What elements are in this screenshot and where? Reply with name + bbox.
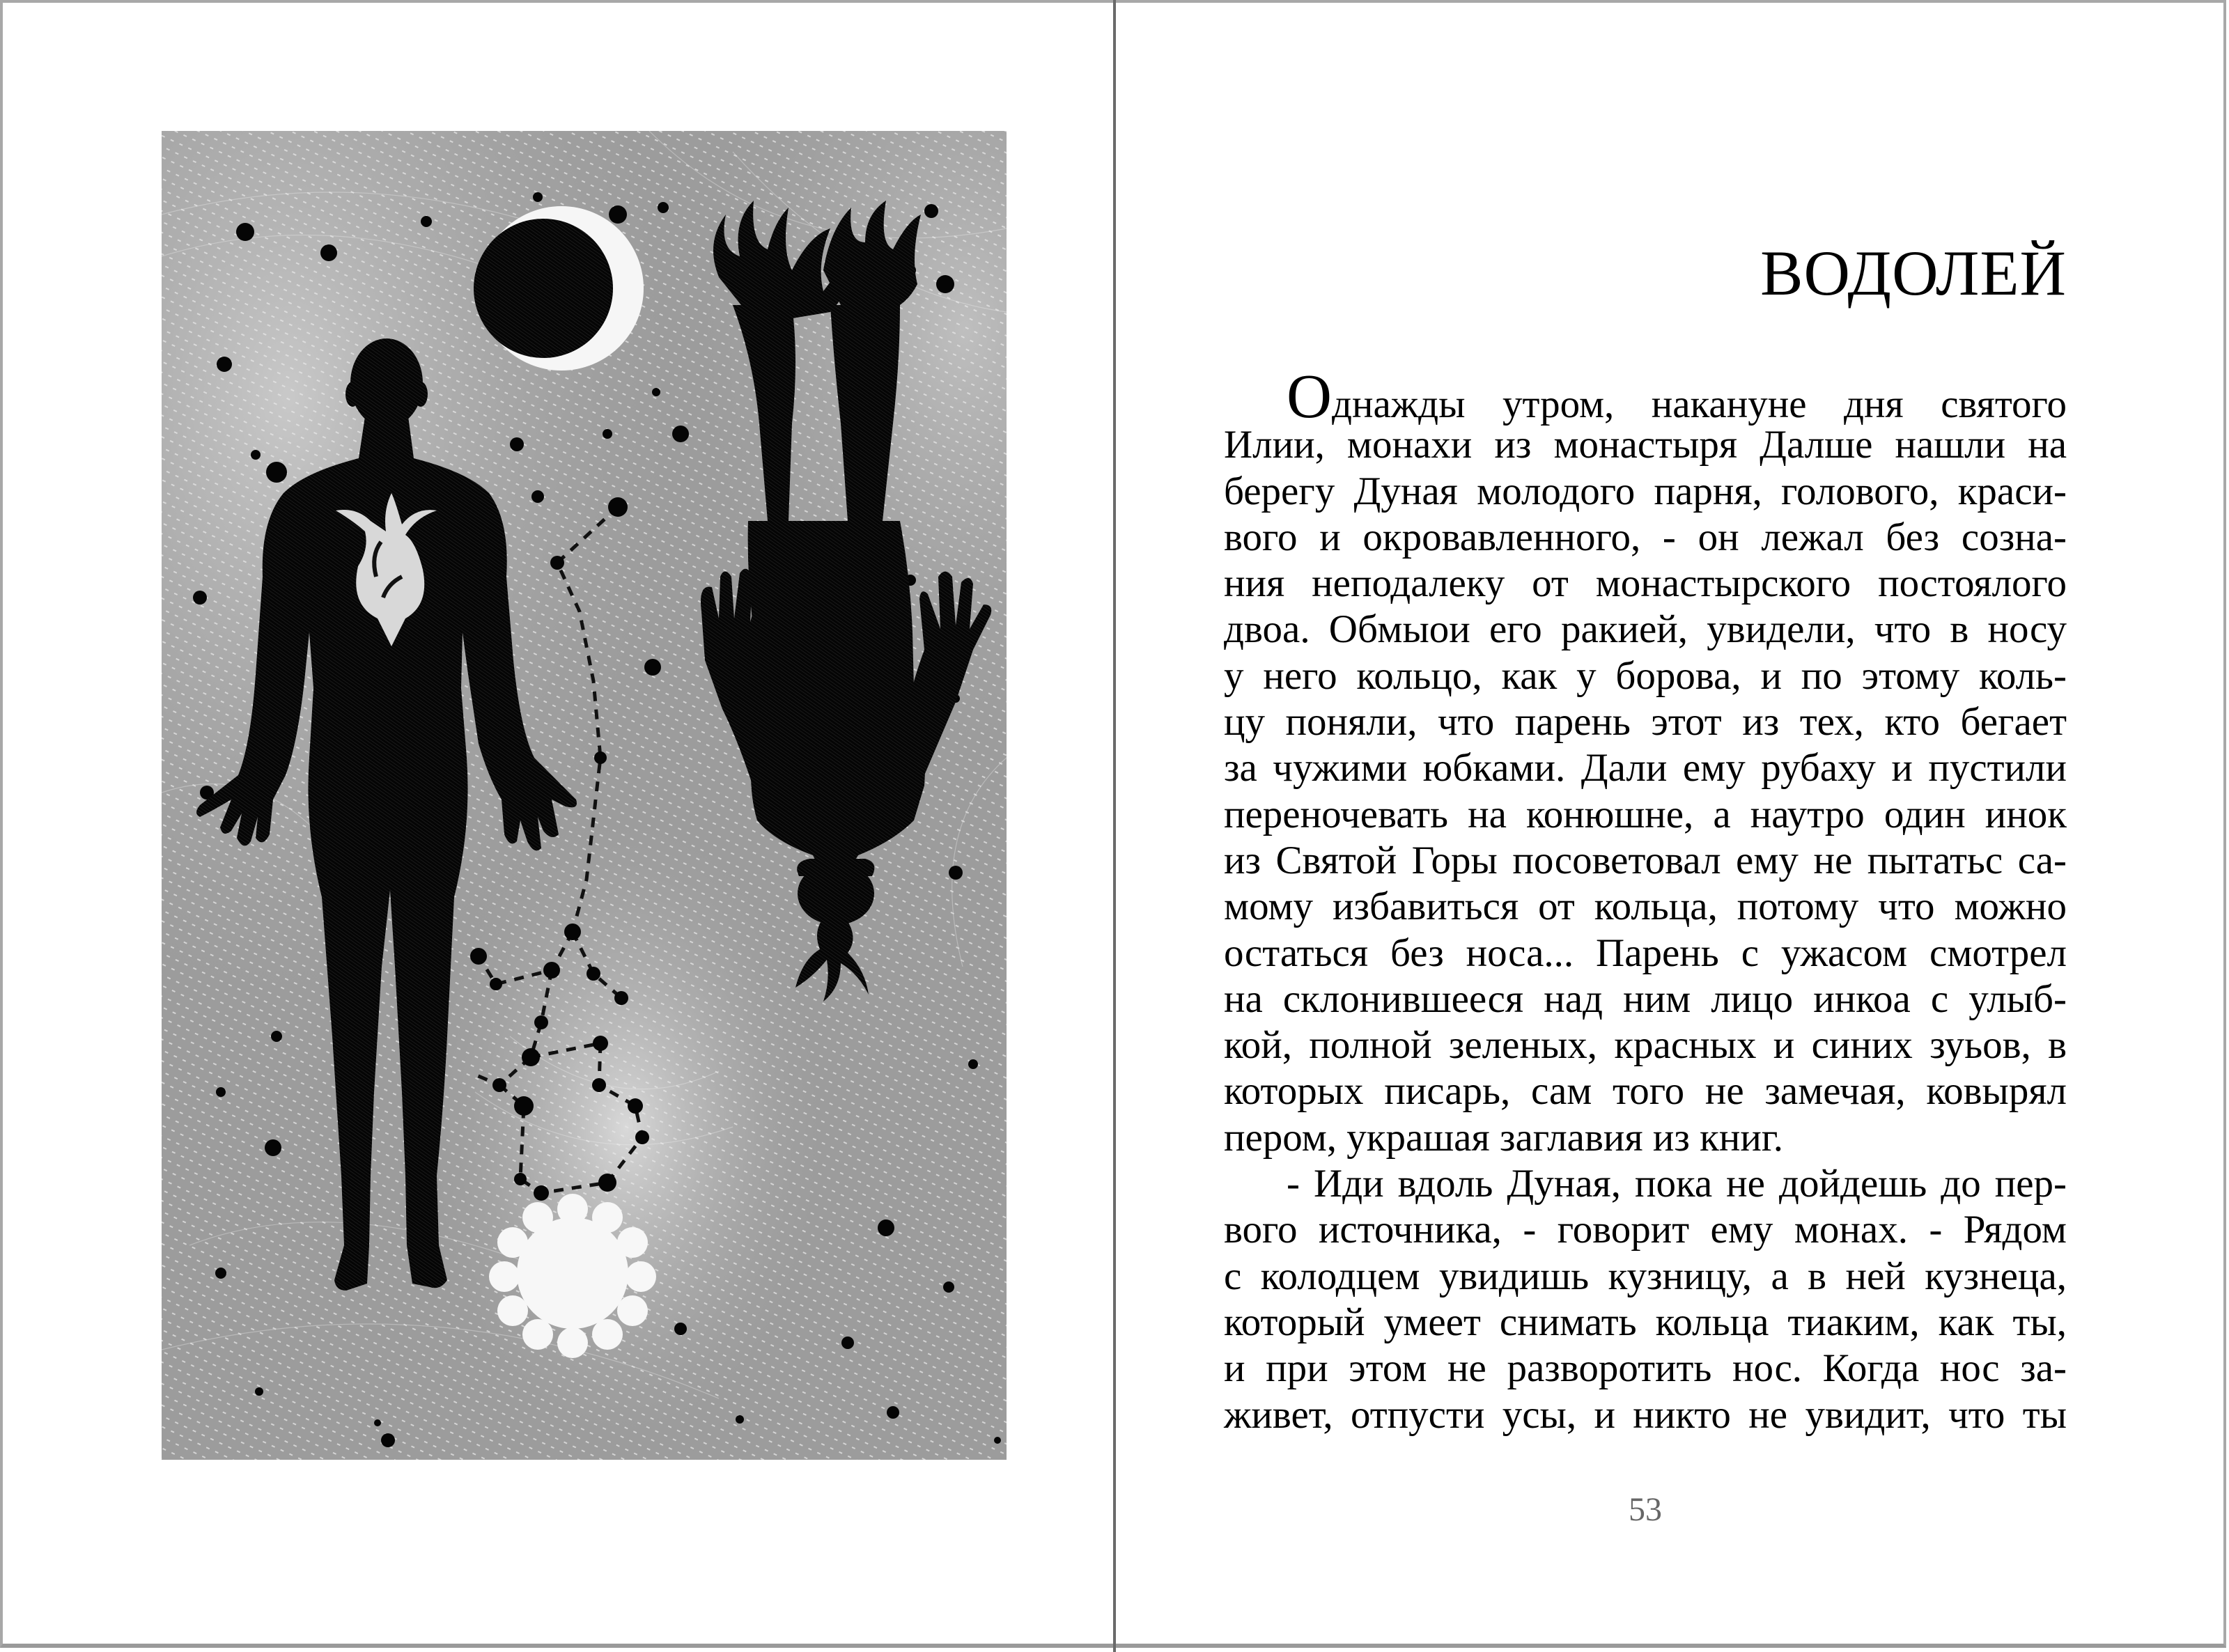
right-page bbox=[1116, 0, 2229, 1652]
left-page bbox=[0, 0, 1113, 1652]
text-line: который умеет снимать кольца тиаким, как ты, bbox=[1224, 1300, 2067, 1344]
text-line: которых писарь, сам того не замечая, ковырял bbox=[1224, 1069, 2067, 1114]
text-line: и при этом не разворотить нос. Когда нос за- bbox=[1224, 1346, 2067, 1391]
page-number: 53 bbox=[1629, 1491, 1662, 1528]
text-line: цу поняли, что парень этот из тех, кто бегает bbox=[1224, 700, 2067, 745]
text-line: с колодцем увидишь кузницу, а в ней кузнеца, bbox=[1224, 1254, 2067, 1298]
text-line: пером, украшая заглавия из книг. bbox=[1224, 1115, 1784, 1160]
text-line: за чужими юбками. Дали ему рубаху и пустили bbox=[1224, 746, 2067, 790]
text-line: двоа. Обмыои его ракией, увидели, что в носу bbox=[1224, 607, 2067, 652]
text-line: мому избавиться от кольца, потому что можно bbox=[1224, 885, 2067, 929]
chapter-title: ВОДОЛЕЙ bbox=[1760, 237, 2067, 309]
text-line: вого источника, - говорит ему монах. - Рядом bbox=[1224, 1208, 2067, 1252]
aquarius-illustration bbox=[162, 131, 1007, 1460]
text-line: живет, отпусти усы, и никто не увидит, что ты bbox=[1224, 1392, 2067, 1437]
text-line: берегу Дуная молодого парня, голового, краси- bbox=[1224, 469, 2067, 513]
body-text bbox=[1224, 362, 2067, 1438]
text-line: - Иди вдоль Дуная, пока не дойдешь до пер- bbox=[1287, 1162, 2067, 1206]
text-line: Илии, монахи из монастыря Далше нашли на bbox=[1224, 423, 2067, 467]
text-line: вого и окровавленного, - он лежал без созна- bbox=[1224, 515, 2067, 559]
drop-cap: О bbox=[1287, 362, 1332, 431]
text-line: ния неподалеку от монастырского постоялого bbox=[1224, 561, 2067, 606]
text-line: на склонившееся над ним лицо инкоа с улыб- bbox=[1224, 976, 2067, 1021]
illustration-svg bbox=[162, 131, 1007, 1460]
text-line: переночевать на конюшне, а наутро один инок bbox=[1224, 792, 2067, 836]
text-line: кой, полной зеленых, красных и синих зуьов, в bbox=[1224, 1023, 2067, 1068]
text-line: Однажды утром, накануне дня святого bbox=[1287, 362, 2067, 431]
text-line: из Святой Горы посоветовал ему не пытатьс са- bbox=[1224, 838, 2067, 882]
text-line: остаться без носа... Парень с ужасом смотрел bbox=[1224, 930, 2067, 975]
text-line: у него кольцо, как у борова, и по этому коль- bbox=[1224, 653, 2067, 698]
